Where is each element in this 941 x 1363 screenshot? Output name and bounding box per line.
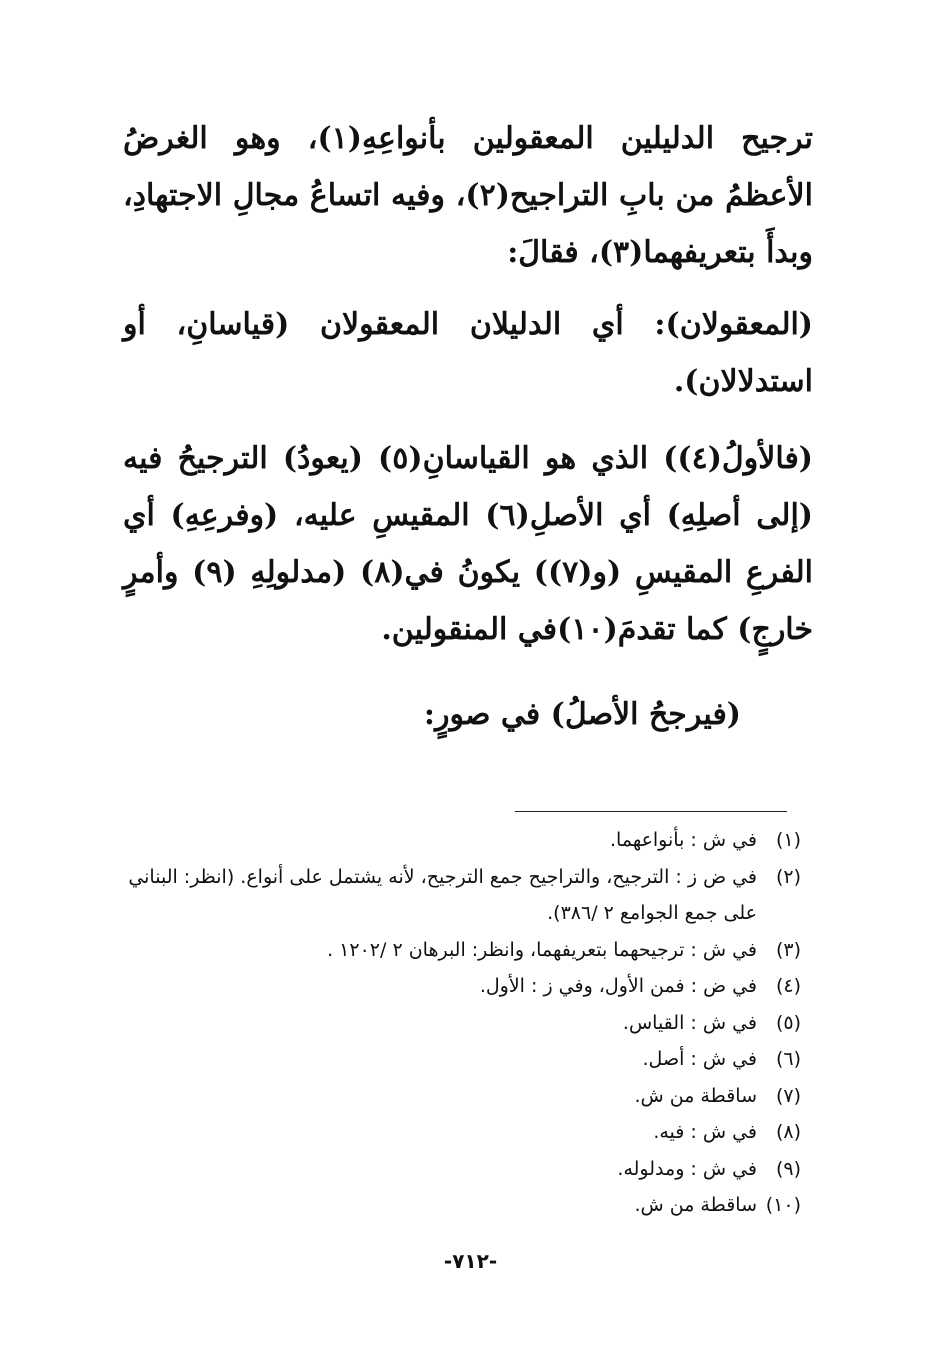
footnote-item [121,859,801,932]
body-paragraph-intro: ترجيح الدليلين المعقولين بأنواعِهِ(١)، وهو الغرضُ الأعظمُ من بابِ التراجيح(٢)، وفيه اتساعُ مجالِ الاجتهادِ، وبدأَ بتعريفهما(٣)، فقالَ: [123,121,813,270]
body-paragraph-maqulan: (المعقولان): أي الدليلان المعقولان (قياسانِ، أو استدلالان). [123,307,813,399]
page-number: -٧١٢- [443,1249,498,1273]
footnote-number: (٤) [775,975,801,997]
footnote-text: في ض : فمن الأول، وفي ز : الأول. [479,975,757,997]
footnote-text: ساقطة من ش. [634,1084,757,1107]
footnote-text: في ش : ترجيحهما بتعريفهما، وانظر: البرهان ٢ /١٢٠٢ . [327,938,757,961]
footnote-text: في ش : ومدلوله. [617,1157,757,1180]
footnote-text: ساقطة من ش. [634,1194,757,1216]
footnote-number: (٧) [775,1084,801,1107]
footnote-item [121,1041,801,1078]
footnote-text: في ش : بأنواعهما. [610,829,757,851]
footnote-item [121,1005,801,1042]
footnote-item [121,968,801,1005]
footnote-number: (٦) [775,1048,801,1070]
footnote-number: (١) [775,829,801,851]
footnote-text: في ش : أصل. [642,1048,757,1070]
footnote-text: في ش : فيه. [653,1121,757,1143]
footnote-item [121,1114,801,1151]
footnote-item [121,1151,801,1188]
footnote-separator [515,811,787,812]
footnote-number: (١٠) [765,1194,801,1216]
footnote-item [121,932,801,969]
footnote-item [121,1187,801,1224]
footnote-number: (٨) [775,1121,801,1143]
footnote-text: في ض ز : الترجيح، والتراجيح جمع الترجيح، لأنه يشتمل على أنواع. (انظر: البناني على جمع الجوامع ٢ /٣٨٦). [128,865,757,924]
footnote-item [121,822,801,859]
footnote-list [121,822,801,1224]
footnote-number: (٩) [775,1157,801,1180]
footnote-item [121,1078,801,1115]
footnote-text: في ش : القياس. [622,1011,757,1034]
footnote-number: (٣) [775,938,801,961]
body-paragraph-yurajjah: (فيرجحُ الأصلُ) في صورٍ: [423,697,741,732]
body-paragraph-awwal: (فالأولُ(٤)) الذي هو القياسانِ(٥) (يعودُ) الترجيحُ فيه (إلى أصلِهِ) أي الأصلِ(٦) المقيسِ عليه، (وفرعِهِ) أي الفرعِ المقيسِ (و(٧)) يكونُ في(٨) (مدلولِهِ (٩) وأمرٍ خارجٍ) كما تقدمَ(١٠)في المنقولين. [123,441,814,647]
footnote-number: (٥) [775,1011,801,1034]
footnote-number: (٢) [775,865,801,888]
